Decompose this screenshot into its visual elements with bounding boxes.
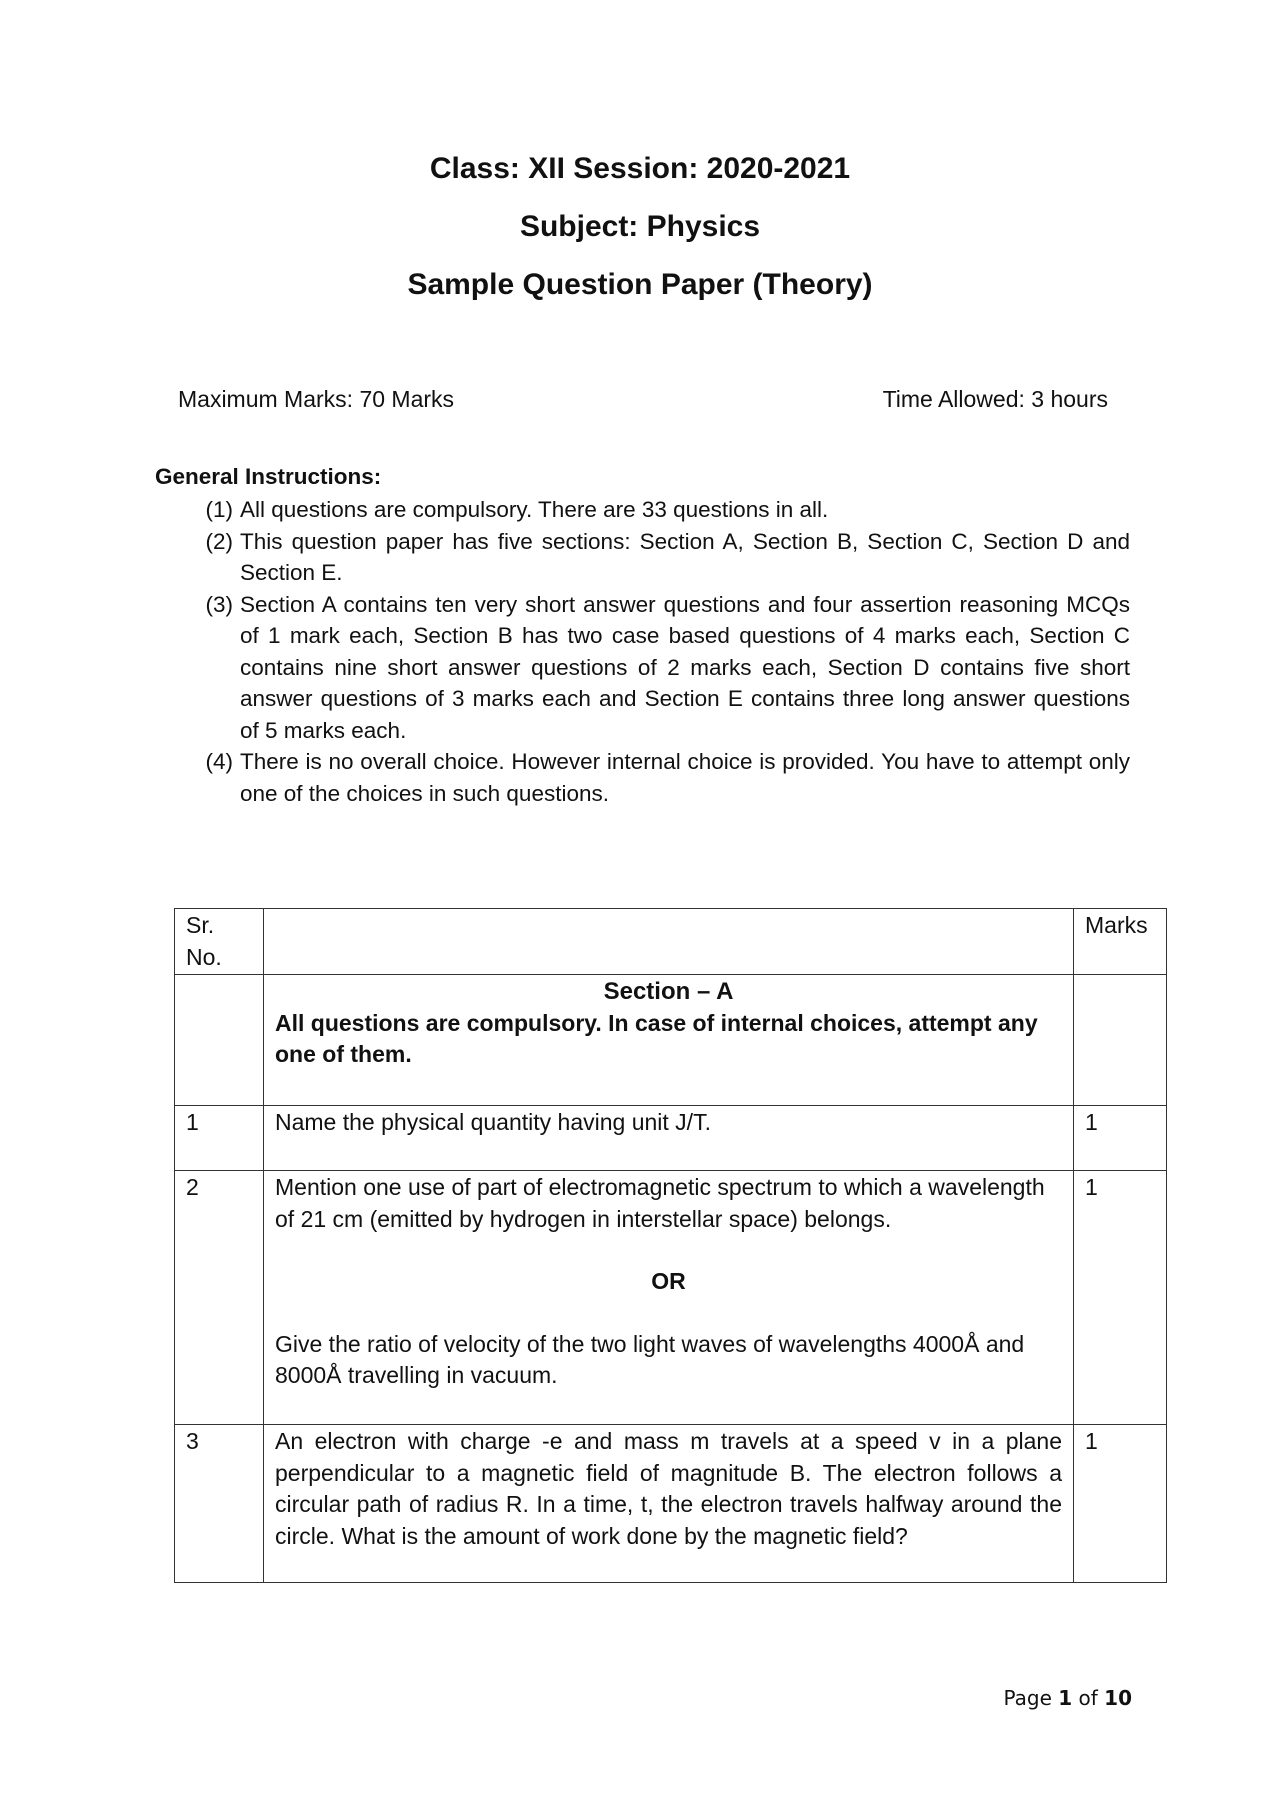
question-marks: 1 <box>1074 1425 1167 1583</box>
header-sr-no: Sr. No. <box>175 909 264 975</box>
question-text: Mention one use of part of electromagnetic spectrum to which a wavelength of 21 cm (emitted by hydrogen in interstellar space) belongs. <box>275 1174 1045 1232</box>
page-label: Page <box>1003 1686 1052 1710</box>
header-question <box>264 909 1074 975</box>
paper-class-session: Class: XII Session: 2020-2021 <box>429 152 851 185</box>
instruction-item <box>155 746 1130 809</box>
instructions-heading: General Instructions: <box>155 464 382 489</box>
question-cell <box>264 1171 1074 1425</box>
section-title: Section – A <box>603 978 734 1005</box>
page-number <box>1003 1686 1132 1710</box>
section-subtitle: All questions are compulsory. In case of internal choices, attempt any one of them. <box>275 1009 1038 1067</box>
maximum-marks: Maximum Marks: 70 Marks <box>178 386 455 412</box>
question-text: Name the physical quantity having unit J/T. <box>264 1106 1074 1171</box>
paper-title: Sample Question Paper (Theory) <box>407 268 873 301</box>
alternative-question-text: Give the ratio of velocity of the two light waves of wavelengths 4000Å and 8000Å travelling in vacuum. <box>275 1330 1025 1388</box>
question-number: 3 <box>175 1425 264 1583</box>
instruction-item <box>155 526 1130 589</box>
question-number: 1 <box>175 1106 264 1171</box>
table-row <box>175 1425 1167 1583</box>
paper-subject: Subject: Physics <box>519 210 761 243</box>
question-number: 2 <box>175 1171 264 1425</box>
section-cell <box>264 975 1074 1106</box>
page-current: 1 <box>1058 1686 1073 1710</box>
page-total: 10 <box>1104 1686 1132 1710</box>
instruction-number: (4) <box>205 749 233 774</box>
section-row <box>175 975 1167 1106</box>
question-marks: 1 <box>1074 1171 1167 1425</box>
time-allowed: Time Allowed: 3 hours <box>882 386 1108 412</box>
instruction-text: Section A contains ten very short answer questions and four assertion reasoning MCQs of 1 mark each, Section B has two case based questions of 4 marks each, Section C contains nine short answer questions of 2 marks each, Section D contains five short answer questions of 3 marks each and Section E contains three long answer questions of 5 marks each. <box>240 591 1130 743</box>
instruction-text: There is no overall choice. However internal choice is provided. You have to attempt only one of the choices in such questions. <box>240 749 1130 806</box>
header-marks: Marks <box>1074 909 1167 975</box>
instruction-number: (2) <box>205 528 233 554</box>
instruction-text: This question paper has five sections: Section A, Section B, Section C, Section D and Section E. <box>240 528 1130 585</box>
instruction-number: (3) <box>205 591 233 617</box>
page-of-label: of <box>1078 1686 1098 1710</box>
or-separator: OR <box>651 1268 686 1294</box>
instructions-list <box>155 494 1130 809</box>
instruction-item <box>155 494 1130 526</box>
question-marks: 1 <box>1074 1106 1167 1171</box>
instruction-item <box>155 589 1130 747</box>
table-header-row <box>175 909 1167 975</box>
table-row <box>175 1106 1167 1171</box>
instruction-number: (1) <box>205 497 233 522</box>
question-text: An electron with charge -e and mass m travels at a speed v in a plane perpendicular to a magnetic field of magnitude B. The electron follows a circular path of radius R. In a time, t, the electron travels halfway around the circle. What is the amount of work done by the magnetic field? <box>264 1425 1074 1583</box>
question-table <box>174 908 1167 1583</box>
table-row <box>175 1171 1167 1425</box>
instruction-text: All questions are compulsory. There are 33 questions in all. <box>240 497 829 522</box>
